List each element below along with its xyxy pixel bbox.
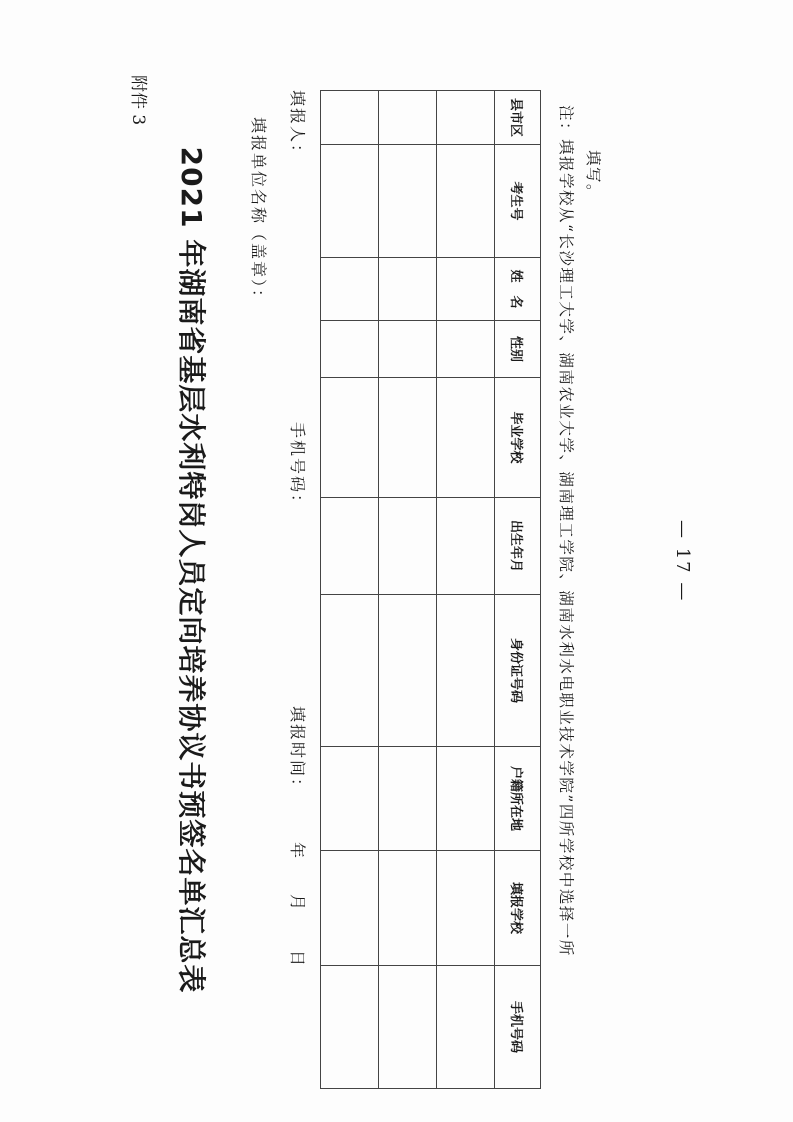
table-cell[interactable]	[321, 851, 379, 966]
table-cell[interactable]	[437, 595, 495, 747]
table-cell[interactable]	[379, 145, 437, 258]
table-cell[interactable]	[437, 378, 495, 498]
summary-table	[320, 90, 541, 1089]
column-header: 手机号码	[495, 966, 541, 1089]
table-cell[interactable]	[379, 498, 437, 595]
column-header: 考生号	[495, 145, 541, 258]
attachment-label: 附件 3	[128, 75, 148, 126]
column-header: 出生年月	[495, 498, 541, 595]
month-label: 月	[288, 894, 307, 911]
table-row	[379, 91, 437, 1089]
table-cell[interactable]	[321, 91, 379, 145]
unit-name-label: 填报单位名称（盖章）：	[249, 117, 268, 308]
table-cell[interactable]	[321, 258, 379, 321]
table-cell[interactable]	[321, 378, 379, 498]
column-header: 填报学校	[495, 851, 541, 966]
day-label: 日	[288, 950, 307, 967]
table-cell[interactable]	[379, 851, 437, 966]
table-cell[interactable]	[321, 595, 379, 747]
phone-label: 手机号码：	[288, 422, 307, 513]
table-cell[interactable]	[437, 851, 495, 966]
table-cell[interactable]	[379, 321, 437, 378]
table-cell[interactable]	[321, 498, 379, 595]
page-number: — 17 —	[672, 520, 693, 603]
column-header: 身份证号码	[495, 595, 541, 747]
table-cell[interactable]	[437, 91, 495, 145]
table-cell[interactable]	[437, 321, 495, 378]
table-cell[interactable]	[437, 966, 495, 1089]
reporter-label: 填报人：	[288, 90, 307, 163]
column-header: 性别	[495, 321, 541, 378]
footnote-continuation: 填写。	[584, 150, 602, 202]
table-cell[interactable]	[321, 145, 379, 258]
column-header: 姓 名	[495, 258, 541, 321]
table-cell[interactable]	[379, 91, 437, 145]
table-cell[interactable]	[437, 747, 495, 851]
column-header: 户籍所在地	[495, 747, 541, 851]
date-fields	[287, 842, 310, 966]
year-label: 年	[288, 842, 307, 859]
table-cell[interactable]	[437, 258, 495, 321]
footnote: 注：填报学校从“长沙理工大学、湖南农业大学、湖南理工学院、湖南水利水电职业技术学院”四所学校中选择一所	[557, 105, 575, 957]
column-header: 县市区	[495, 91, 541, 145]
table-row	[321, 91, 379, 1089]
table-row	[437, 91, 495, 1089]
table-cell[interactable]	[379, 595, 437, 747]
table-cell[interactable]	[321, 747, 379, 851]
column-header: 毕业学校	[495, 378, 541, 498]
fill-time-label: 填报时间：	[288, 706, 307, 797]
table-cell[interactable]	[379, 747, 437, 851]
table-cell[interactable]	[379, 258, 437, 321]
table-cell[interactable]	[437, 145, 495, 258]
table-header-row	[495, 91, 541, 1089]
table-cell[interactable]	[321, 321, 379, 378]
table-cell[interactable]	[379, 378, 437, 498]
table-cell[interactable]	[321, 966, 379, 1089]
table-cell[interactable]	[379, 966, 437, 1089]
table-cell[interactable]	[437, 498, 495, 595]
page-title: 2021 年湖南省基层水利特岗人员定向培养协议书预签名单汇总表	[175, 146, 208, 994]
